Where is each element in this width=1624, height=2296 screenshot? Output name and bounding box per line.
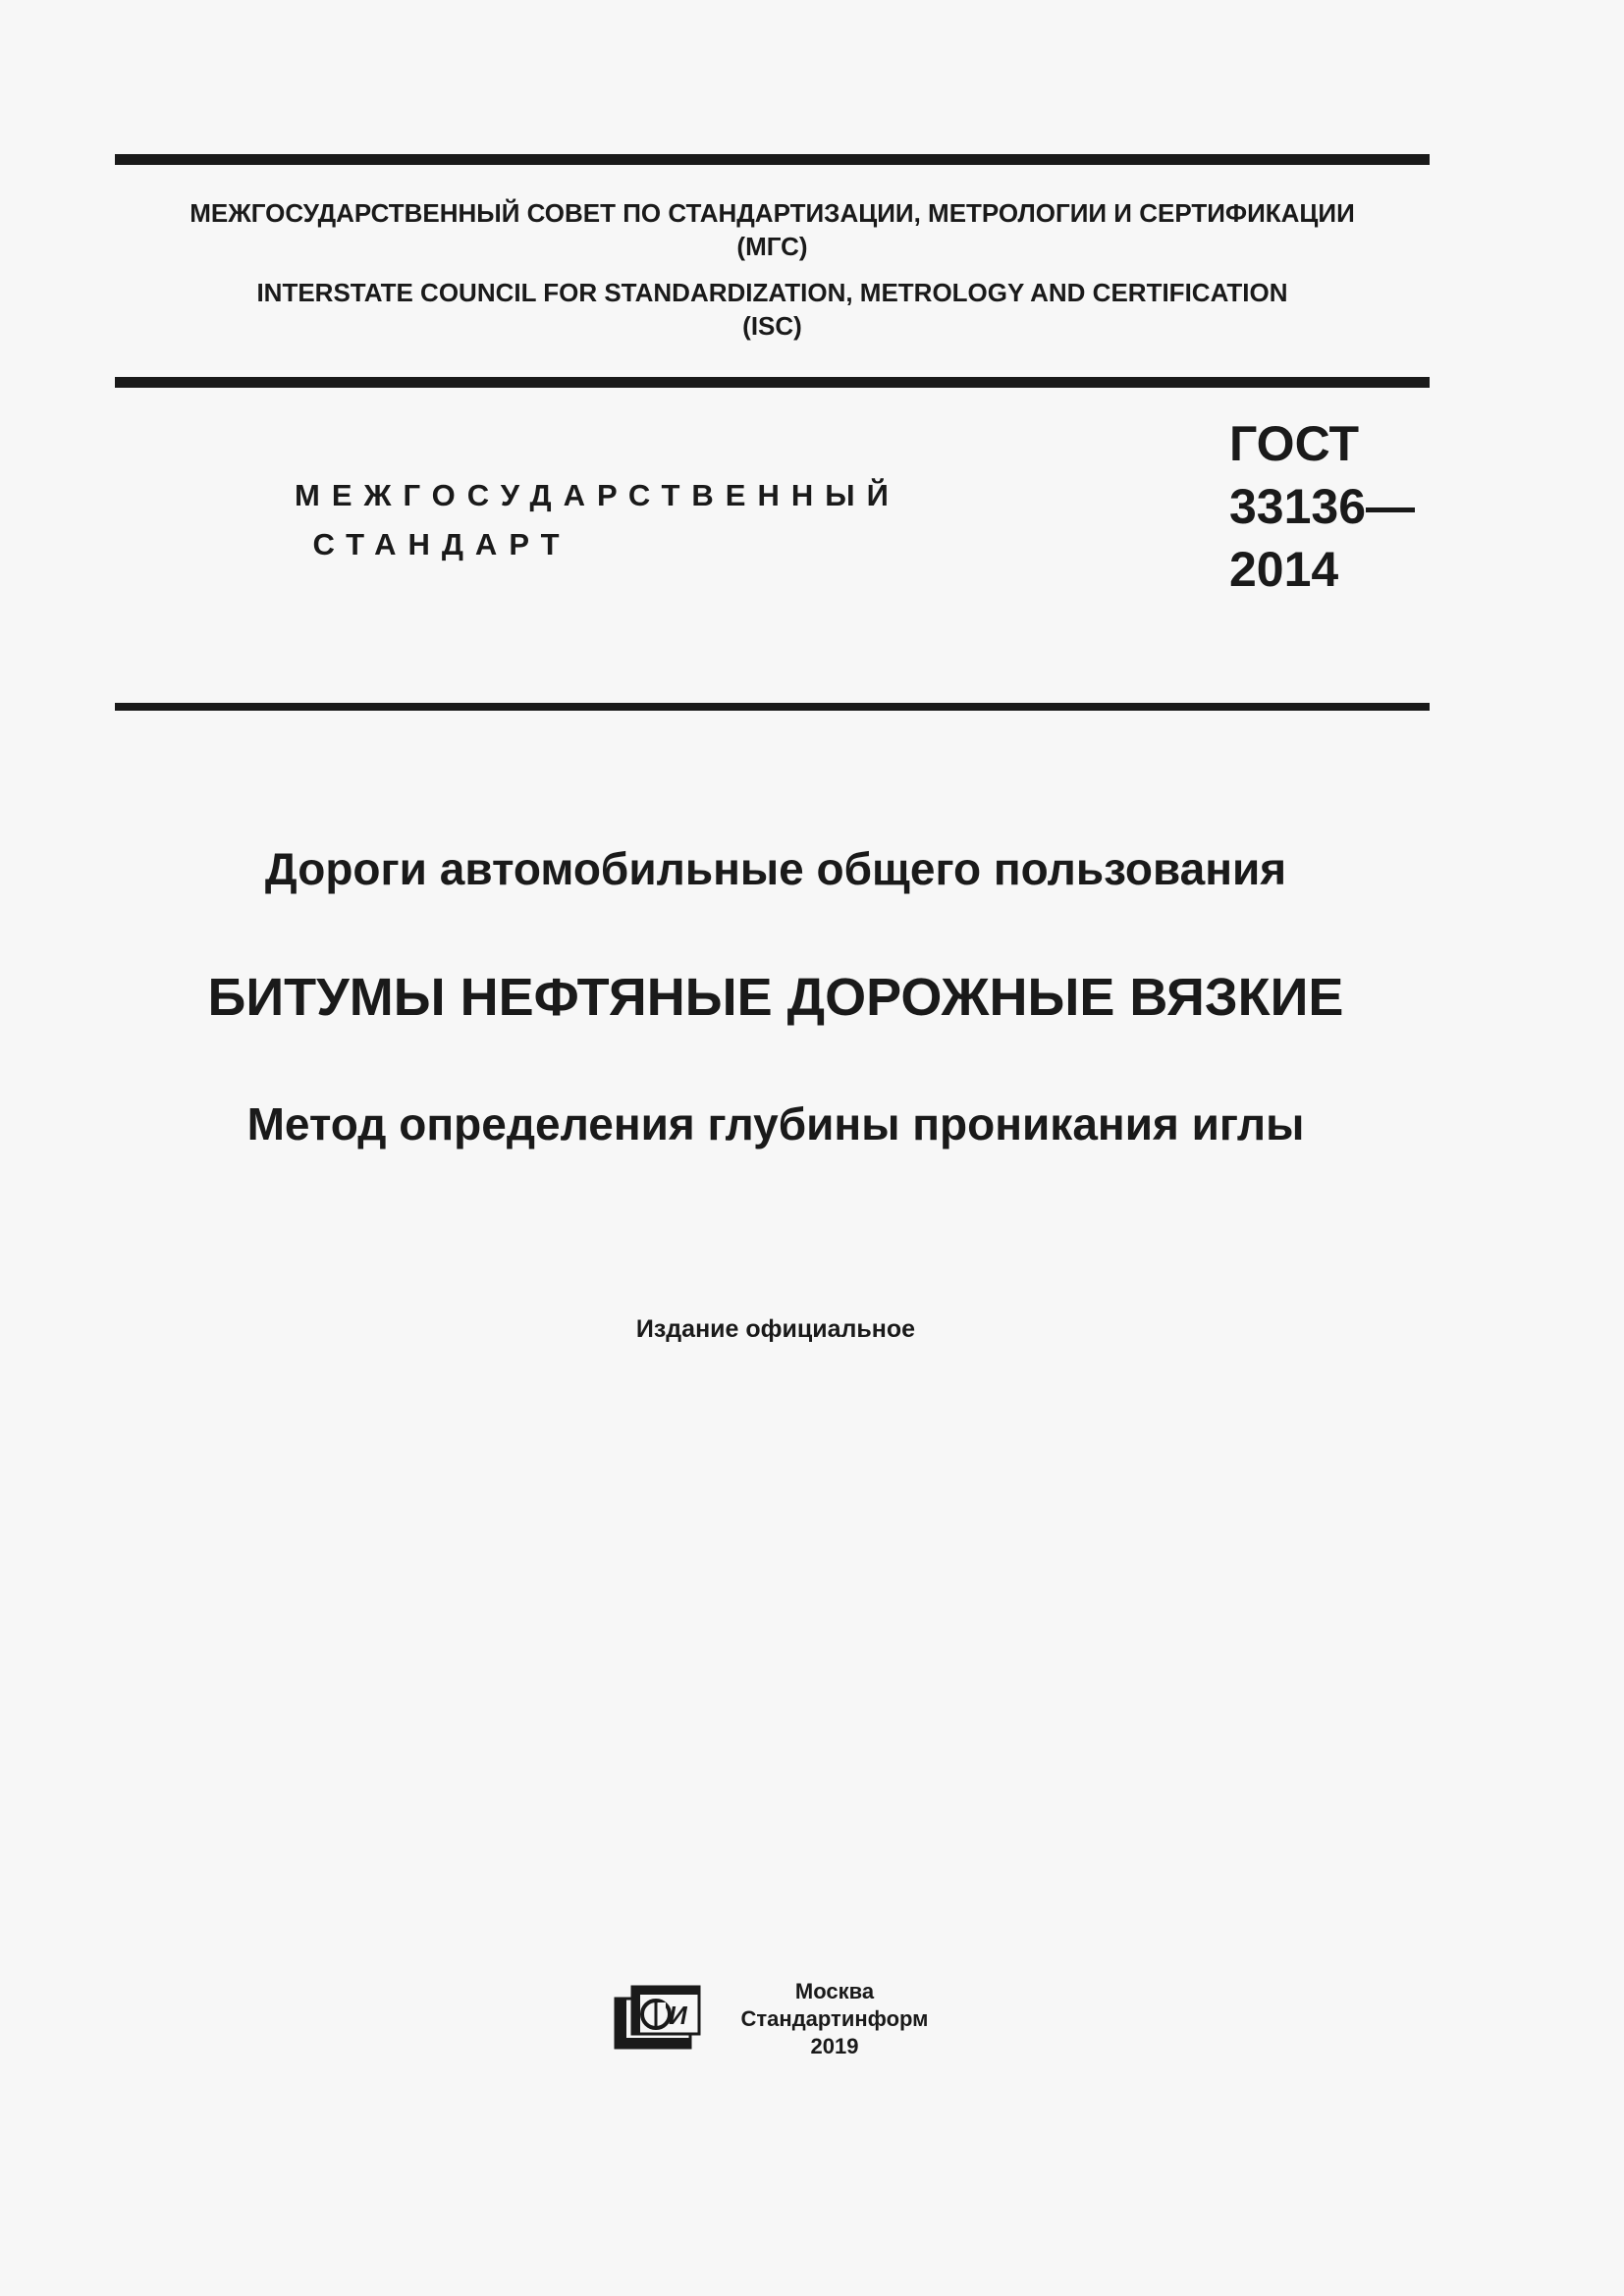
- council-name-en: [115, 276, 1430, 343]
- publisher-city: Москва: [794, 1979, 875, 2003]
- council-name-en-line1: INTERSTATE COUNCIL FOR STANDARDIZATION, METROLOGY AND CERTIFICATION: [256, 278, 1288, 307]
- council-name-ru-line1: МЕЖГОСУДАРСТВЕННЫЙ СОВЕТ ПО СТАНДАРТИЗАЦИИ, МЕТРОЛОГИИ И СЕРТИФИКАЦИИ: [189, 198, 1355, 228]
- designation-line1: ГОСТ: [1229, 416, 1359, 471]
- middle-divider: [115, 377, 1430, 388]
- publisher-name: Стандартинформ: [740, 2006, 929, 2031]
- standard-type-line2: СТАНДАРТ: [312, 527, 571, 561]
- standartinform-logo-icon: [613, 1981, 703, 2052]
- document-main-title: БИТУМЫ НЕФТЯНЫЕ ДОРОЖНЫЕ ВЯЗКИЕ: [207, 968, 1344, 1027]
- publication-year: 2019: [810, 2034, 859, 2058]
- document-method-title: Метод определения глубины проникания иглы: [246, 1098, 1305, 1149]
- top-divider: [115, 154, 1430, 165]
- lower-divider: [115, 703, 1430, 711]
- council-name-ru: [115, 196, 1430, 263]
- council-abbr-ru: (МГС): [736, 232, 808, 261]
- edition-label: Издание официальное: [635, 1315, 916, 1343]
- designation-line3: 2014: [1229, 542, 1339, 597]
- standard-type-line1: МЕЖГОСУДАРСТВЕННЫЙ: [295, 478, 900, 512]
- standard-designation: [1229, 412, 1415, 601]
- designation-line2: 33136—: [1229, 479, 1416, 534]
- document-group-title: Дороги автомобильные общего пользования: [264, 843, 1287, 894]
- svg-text:И: И: [669, 2001, 687, 2030]
- publisher-block: [727, 1978, 943, 2060]
- standard-type: [295, 471, 900, 569]
- council-abbr-en: (ISC): [742, 311, 802, 341]
